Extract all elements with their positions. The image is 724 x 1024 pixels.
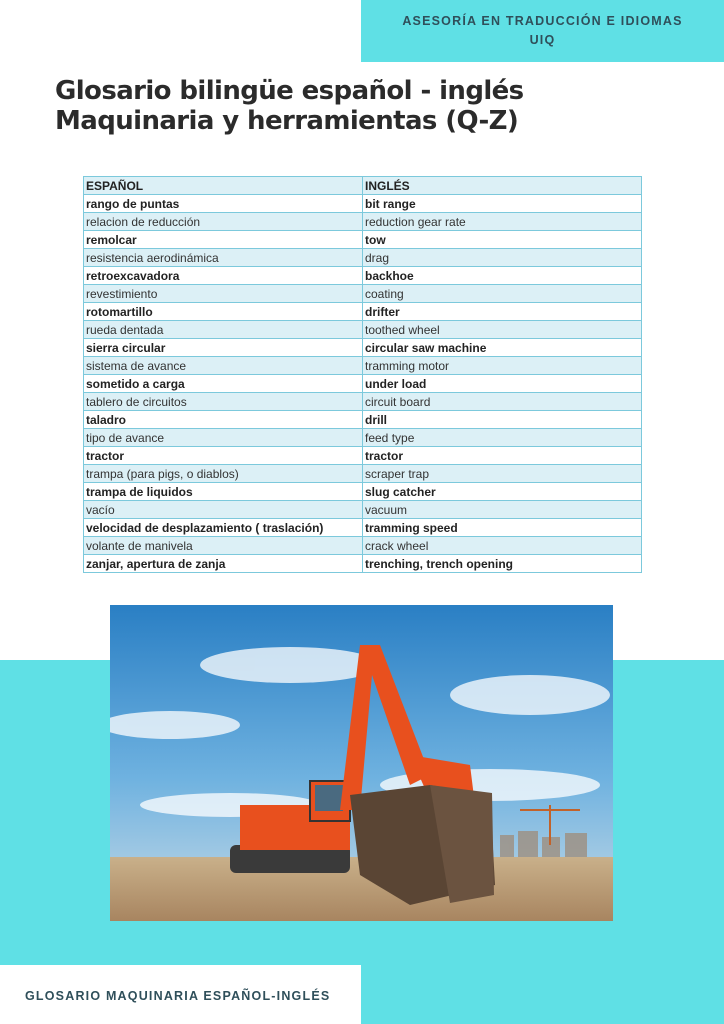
- term-spanish: tablero de circuitos: [84, 393, 363, 411]
- table-row: [84, 375, 642, 393]
- term-english: toothed wheel: [363, 321, 642, 339]
- table-row: [84, 357, 642, 375]
- term-spanish: rueda dentada: [84, 321, 363, 339]
- term-english: tramming motor: [363, 357, 642, 375]
- term-spanish: trampa (para pigs, o diablos): [84, 465, 363, 483]
- table-row: [84, 213, 642, 231]
- title-line-2: Maquinaria y herramientas (Q-Z): [55, 106, 519, 136]
- term-english: bit range: [363, 195, 642, 213]
- header-banner: [361, 0, 724, 62]
- footer-title: GLOSARIO MAQUINARIA ESPAÑOL-INGLÉS: [25, 989, 331, 1003]
- table-row: [84, 537, 642, 555]
- term-spanish: volante de manivela: [84, 537, 363, 555]
- term-spanish: retroexcavadora: [84, 267, 363, 285]
- table-row: [84, 303, 642, 321]
- table-row: [84, 231, 642, 249]
- table-row: [84, 339, 642, 357]
- table-row: [84, 501, 642, 519]
- term-spanish: trampa de liquidos: [84, 483, 363, 501]
- table-row: [84, 555, 642, 573]
- term-english: tow: [363, 231, 642, 249]
- term-english: slug catcher: [363, 483, 642, 501]
- term-spanish: remolcar: [84, 231, 363, 249]
- accent-band-footer: [361, 965, 724, 1024]
- term-spanish: sometido a carga: [84, 375, 363, 393]
- term-english: tramming speed: [363, 519, 642, 537]
- term-english: scraper trap: [363, 465, 642, 483]
- term-english: coating: [363, 285, 642, 303]
- term-english: vacuum: [363, 501, 642, 519]
- table-row: [84, 447, 642, 465]
- table-row: [84, 285, 642, 303]
- page-title: [55, 76, 675, 136]
- column-header-english: INGLÉS: [363, 177, 642, 195]
- term-spanish: rotomartillo: [84, 303, 363, 321]
- term-english: drifter: [363, 303, 642, 321]
- term-english: drag: [363, 249, 642, 267]
- table-row: [84, 465, 642, 483]
- term-spanish: sierra circular: [84, 339, 363, 357]
- table-row: [84, 411, 642, 429]
- term-english: feed type: [363, 429, 642, 447]
- table-row: [84, 195, 642, 213]
- glossary-body: [84, 195, 642, 573]
- term-spanish: sistema de avance: [84, 357, 363, 375]
- term-english: drill: [363, 411, 642, 429]
- table-header-row: [84, 177, 642, 195]
- term-spanish: zanjar, apertura de zanja: [84, 555, 363, 573]
- term-spanish: vacío: [84, 501, 363, 519]
- term-english: reduction gear rate: [363, 213, 642, 231]
- term-spanish: rango de puntas: [84, 195, 363, 213]
- excavator-photo: [110, 605, 613, 921]
- term-english: tractor: [363, 447, 642, 465]
- term-english: circuit board: [363, 393, 642, 411]
- term-spanish: taladro: [84, 411, 363, 429]
- header-line-2: UIQ: [529, 33, 556, 47]
- header-line-1: ASESORÍA EN TRADUCCIÓN E IDIOMAS: [402, 14, 683, 28]
- term-spanish: revestimiento: [84, 285, 363, 303]
- term-english: backhoe: [363, 267, 642, 285]
- title-line-1: Glosario bilingüe español - inglés: [55, 76, 524, 106]
- table-row: [84, 267, 642, 285]
- table-row: [84, 249, 642, 267]
- glossary-table: [83, 176, 642, 573]
- table-row: [84, 321, 642, 339]
- column-header-spanish: ESPAÑOL: [84, 177, 363, 195]
- excavator-illustration: [110, 605, 613, 921]
- term-spanish: resistencia aerodinámica: [84, 249, 363, 267]
- term-spanish: relacion de reducción: [84, 213, 363, 231]
- term-spanish: velocidad de desplazamiento ( traslación): [84, 519, 363, 537]
- term-english: circular saw machine: [363, 339, 642, 357]
- table-row: [84, 483, 642, 501]
- term-english: under load: [363, 375, 642, 393]
- table-row: [84, 519, 642, 537]
- table-row: [84, 393, 642, 411]
- table-row: [84, 429, 642, 447]
- term-spanish: tipo de avance: [84, 429, 363, 447]
- term-english: trenching, trench opening: [363, 555, 642, 573]
- term-spanish: tractor: [84, 447, 363, 465]
- term-english: crack wheel: [363, 537, 642, 555]
